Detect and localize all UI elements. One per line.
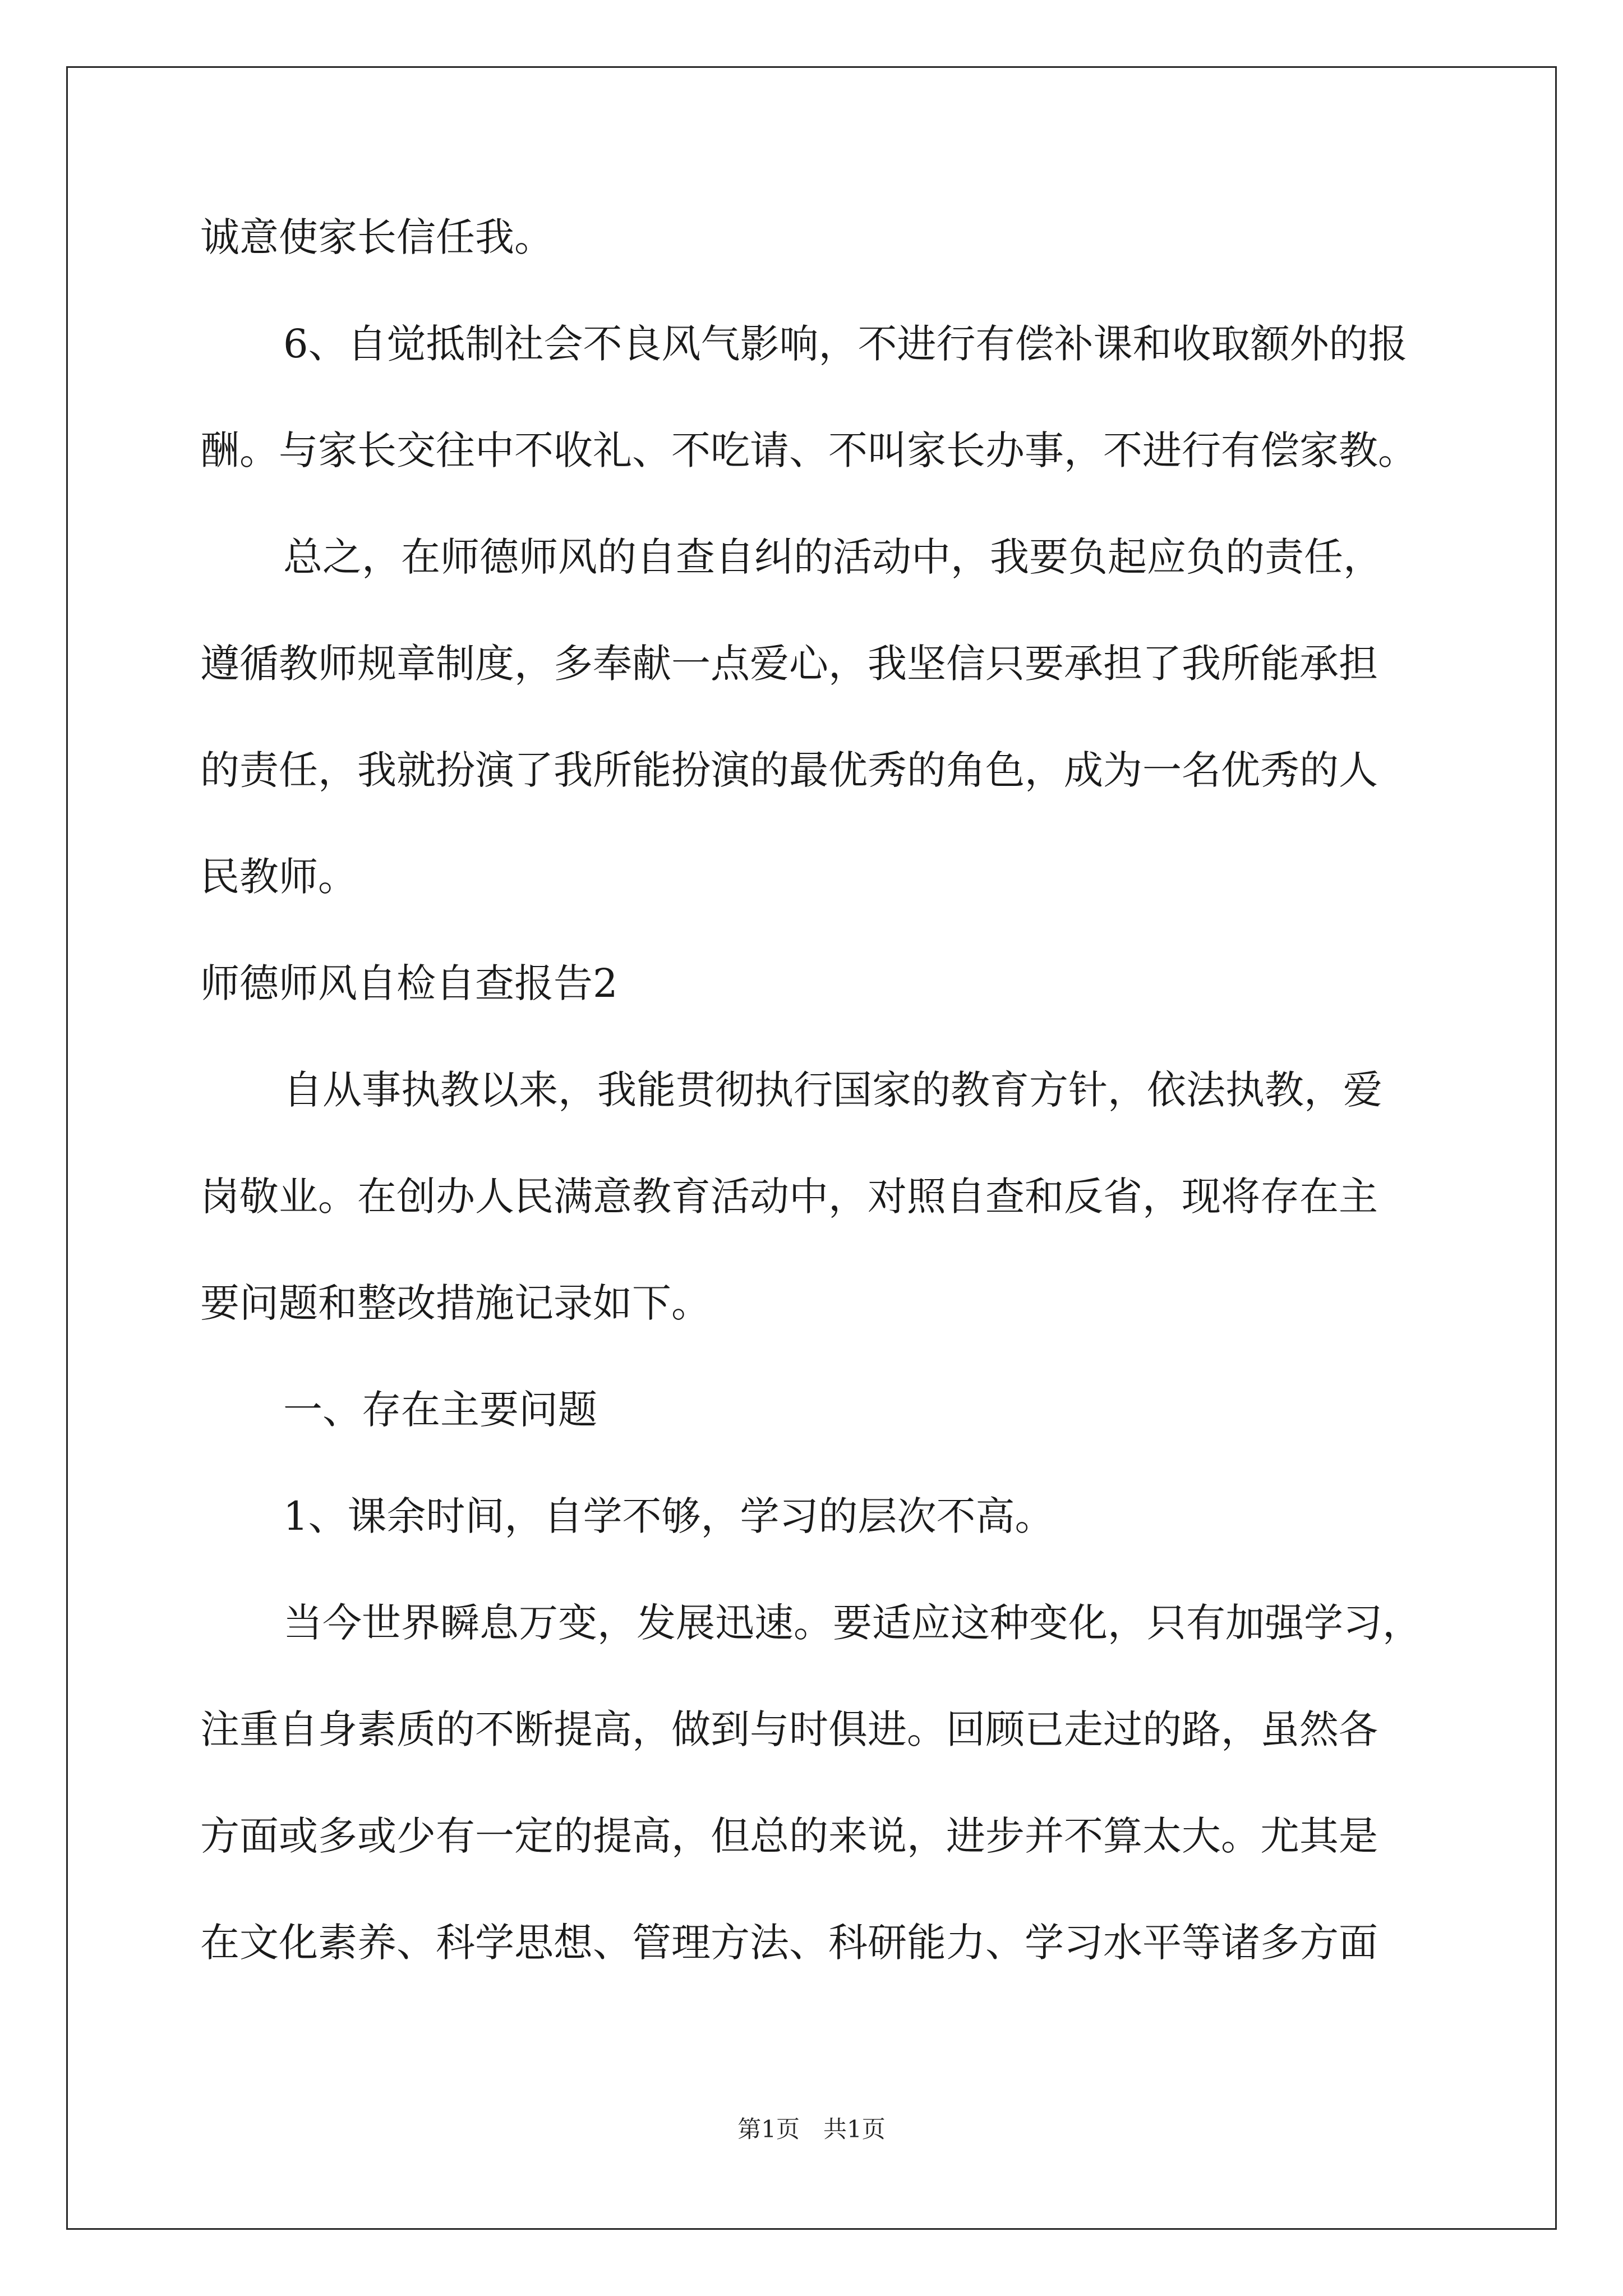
page-footer xyxy=(0,2114,1623,2145)
text-line: 民教师。 xyxy=(200,854,357,900)
text-line: 酬。与家长交往中不收礼、不吃请、不叫家长办事，不进行有偿家教。 xyxy=(200,427,1417,473)
text-line: 当今世界瞬息万变，发展迅速。要适应这种变化，只有加强学习， xyxy=(283,1600,1422,1646)
text-line: 遵循教师规章制度，多奉献一点爱心，我坚信只要承担了我所能承担 xyxy=(200,641,1378,687)
text-line: 6、自觉抵制社会不良风气影响，不进行有偿补课和收取额外的报 xyxy=(283,321,1408,367)
text-line: 的责任，我就扮演了我所能扮演的最优秀的角色，成为一名优秀的人 xyxy=(200,747,1378,793)
text-line: 方面或多或少有一定的提高，但总的来说，进步并不算太大。尤其是 xyxy=(200,1813,1378,1859)
text-line: 1、课余时间，自学不够，学习的层次不高。 xyxy=(283,1493,1054,1539)
section-title: 师德师风自检自查报告2 xyxy=(200,960,618,1006)
text-line: 注重自身素质的不断提高，做到与时俱进。回顾已走过的路，虽然各 xyxy=(200,1706,1378,1752)
text-line: 岗敬业。在创办人民满意教育活动中，对照自查和反省，现将存在主 xyxy=(200,1174,1378,1220)
text-line: 诚意使家长信任我。 xyxy=(200,214,554,260)
text-line: 要问题和整改措施记录如下。 xyxy=(200,1280,711,1326)
text-line: 在文化素养、科学思想、管理方法、科研能力、学习水平等诸多方面 xyxy=(200,1920,1378,1966)
page-border xyxy=(66,66,1557,2230)
text-line: 总之，在师德师风的自查自纠的活动中，我要负起应负的责任， xyxy=(283,534,1382,580)
page-number: 第1页 xyxy=(737,2115,800,2143)
text-line: 自从事执教以来，我能贯彻执行国家的教育方针，依法执教，爱 xyxy=(283,1067,1382,1113)
page-total: 共1页 xyxy=(823,2115,886,2143)
subheading: 一、存在主要问题 xyxy=(283,1387,597,1433)
